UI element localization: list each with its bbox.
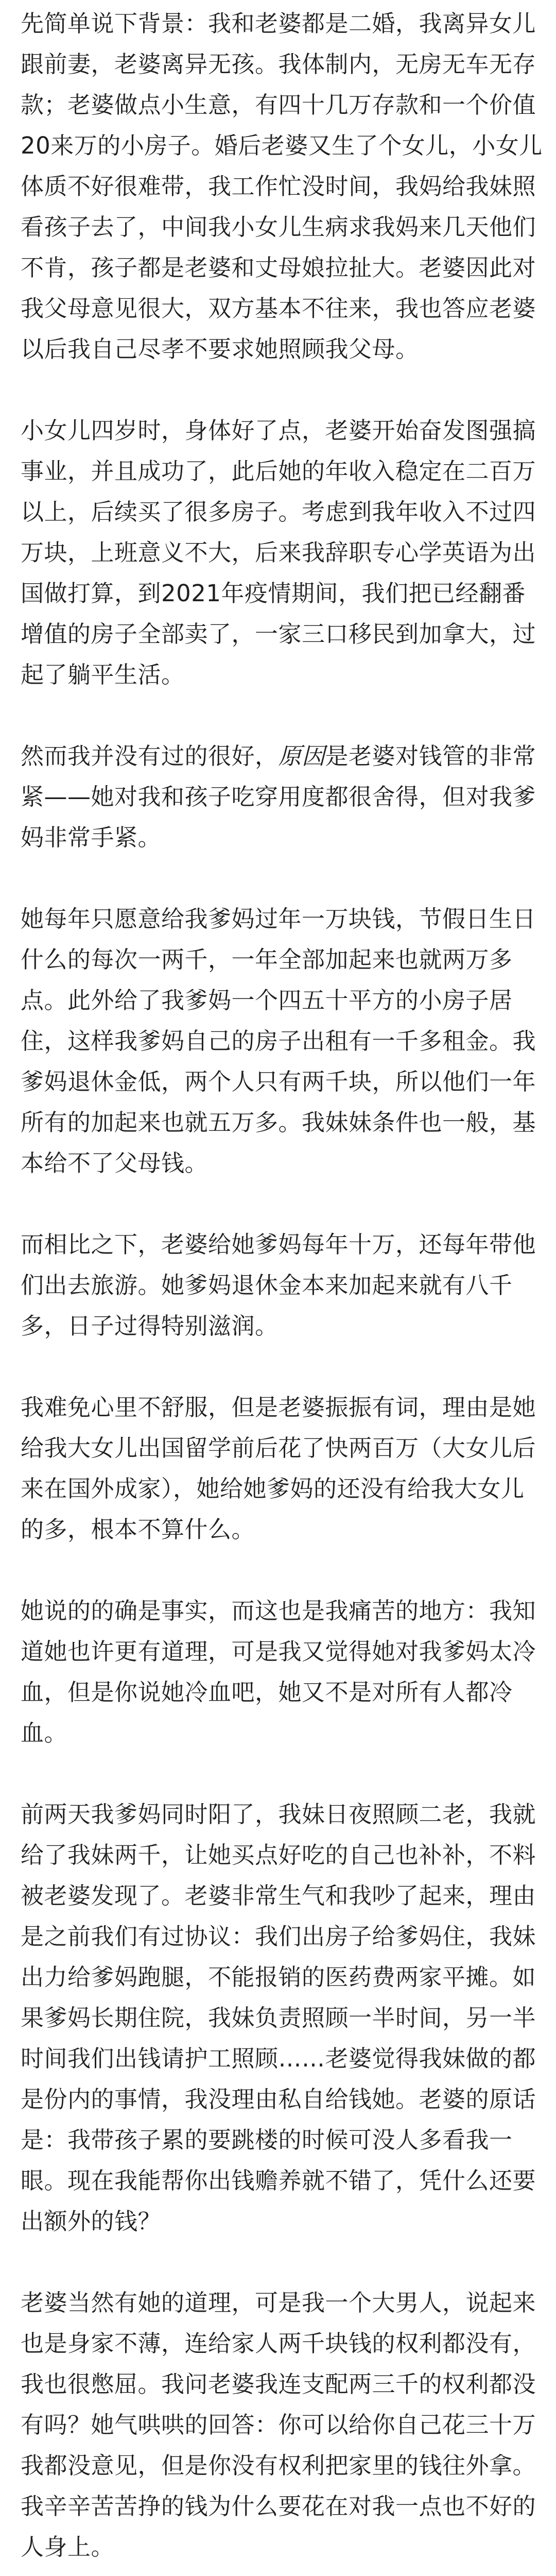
- paragraph-my-parents: 她每年只愿意给我爹妈过年一万块钱，节假日生日什么的每次一两千，一年全部加起来也就两万多点。此外给了我爹妈一个四五十平方的小房子居住，这样我爹妈自己的房子出租有一千多租金。我爹妈退休金低，两个人只有两千块，所以他们一年所有的加起来也就五万多。我妹妹条件也一般，基本给不了父母钱。: [21, 905, 536, 1177]
- paragraph-her-parents: 而相比之下，老婆给她爹妈每年十万，还每年带他们出去旅游。她爹妈退休金本来加起来就有八千多，日子过得特别滋润。: [21, 1231, 536, 1340]
- paragraph-her-reason: 我难免心里不舒服，但是老婆振振有词，理由是她给我大女儿出国留学前后花了快两百万（大女儿后来在国外成家），她给她爹妈的还没有给我大女儿的多，根本不算什么。: [21, 1394, 536, 1543]
- emphasis-reason: 原因: [278, 742, 325, 770]
- paragraph-pain: 她说的的确是事实，而这也是我痛苦的地方：我知道她也许更有道理，可是我又觉得她对我爹妈太冷血，但是你说她冷血吧，她又不是对所有人都冷血。: [21, 1597, 536, 1747]
- paragraph-quarrel: 前两天我爹妈同时阳了，我妹日夜照顾二老，我就给了我妹两千，让她买点好吃的自己也补补，不料被老婆发现了。老婆非常生气和我吵了起来，理由是之前我们有过协议：我们出房子给爹妈住，我妹出力给爹妈跑腿，不能报销的医药费两家平摊。如果爹妈长期住院，我妹负责照顾一半时间，另一半时间我们出钱请护工照顾……老婆觉得我妹做的都是份内的事情，我没理由私自给钱她。老婆的原话是：我带孩子累的要跳楼的时候可没人多看我一眼。现在我能帮你出钱赡养就不错了，凭什么还要出额外的钱？: [21, 1801, 536, 2235]
- paragraph-career: 小女儿四岁时，身体好了点，老婆开始奋发图强搞事业，并且成功了，此后她的年收入稳定在二百万以上，后续买了很多房子。考虑到我年收入不过四万块，上班意义不大，后来我辞职专心学英语为出国做打算，到2021年疫情期间，我们把已经翻番增值的房子全部卖了，一家三口移民到加拿大，过起了躺平生活。: [21, 417, 536, 688]
- paragraph-frustration: 老婆当然有她的道理，可是我一个大男人，说起来也是身家不薄，连给家人两千块钱的权利都没有，我也很憋屈。我问老婆我连支配两三千的权利都没有吗？她气哄哄的回答：你可以给你自己花三十万我都没意见，但是你没有权利把家里的钱往外拿。我辛辛苦苦挣的钱为什么要花在对我一点也不好的人身上。: [21, 2289, 536, 2561]
- paragraph-background: 先简单说下背景：我和老婆都是二婚，我离异女儿跟前妻，老婆离异无孩。我体制内，无房无车无存款；老婆做点小生意，有四十几万存款和一个价值20来万的小房子。婚后老婆又生了个女儿，小女儿体质不好很难带，我工作忙没时间，我妈给我妹照看孩子去了，中间我小女儿生病求我妈来几天他们不肯，孩子都是老婆和丈母娘拉扯大。老婆因此对我父母意见很大，双方基本不往来，我也答应老婆以后我自己尽孝不要求她照顾我父母。: [21, 10, 543, 363]
- paragraph-text: 然而我并没有过的很好，: [21, 742, 279, 770]
- paragraph-text: 是老婆对钱管的非常紧——她对我和孩子吃穿用度都很舍得，但对我爹妈非常手紧。: [21, 742, 536, 851]
- paragraph-money-control: [21, 736, 544, 858]
